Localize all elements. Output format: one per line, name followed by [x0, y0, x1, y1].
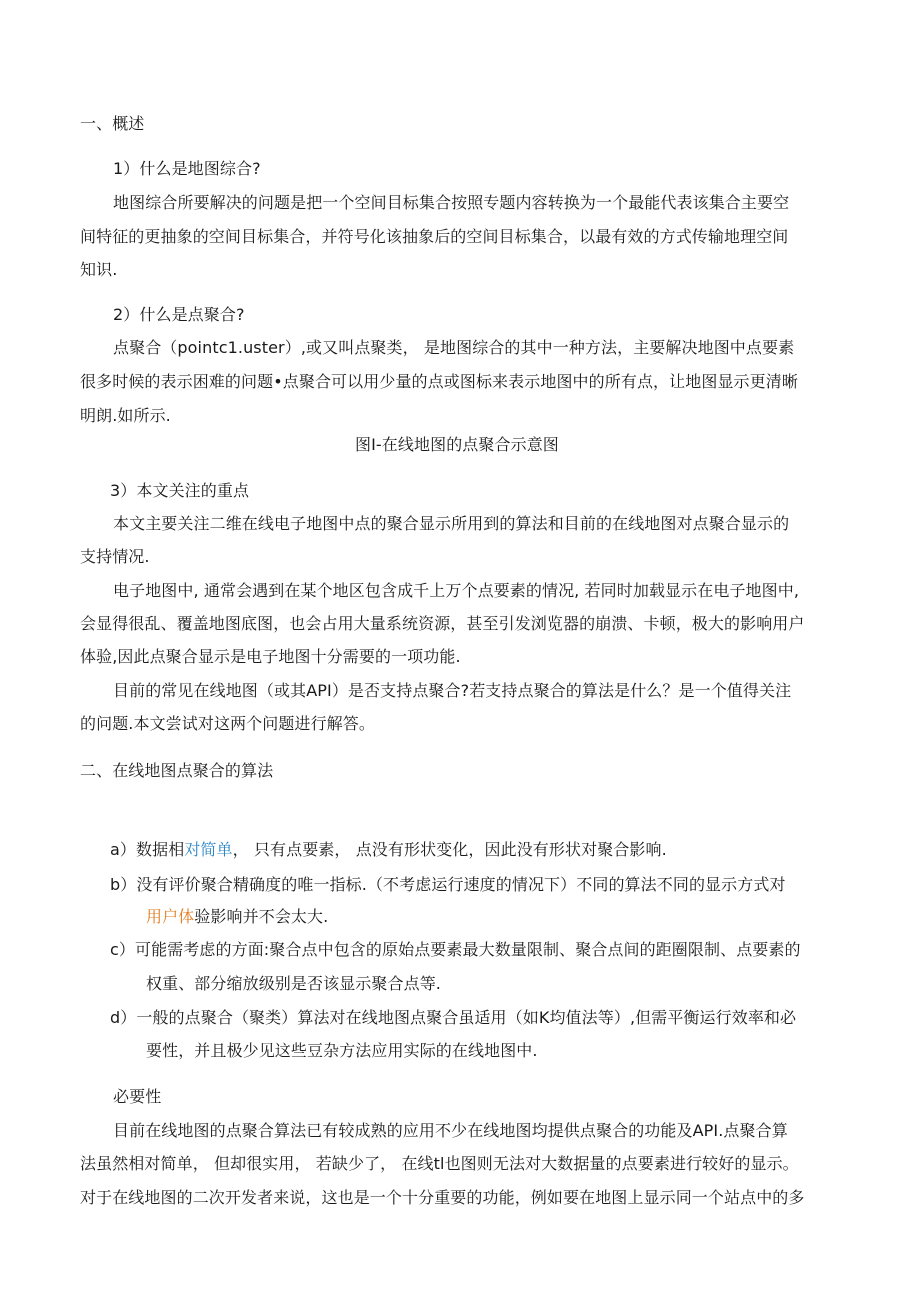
q2-line-2: 很多时候的表示困难的问题•点聚合可以用少量的点或图标来表示地图中的所有点，让地图显示更清晰 [80, 372, 798, 391]
item-a-highlight: 对简单 [184, 840, 233, 859]
q3-p1-line-2: 支持情况. [80, 547, 150, 566]
necessity-line-1: 目前在线地图的点聚合算法已有较成熟的应用不少在线地图均提供点聚合的功能及API.点聚合算 [113, 1121, 788, 1140]
item-c-line-2: 权重、部分缩放级别是否该显示聚合点等. [146, 974, 441, 993]
q3-p3-line-2: 的问题.本文尝试对这两个问题进行解答。 [80, 714, 375, 733]
q1-line-3: 知识. [80, 260, 118, 279]
section2-heading: 二、在线地图点聚合的算法 [80, 761, 274, 780]
q3-p2-line-3: 体验,因此点聚合显示是电子地图十分需要的一项功能. [80, 647, 461, 666]
item-b-highlight: 用户体 [146, 907, 195, 926]
q3-title: 3）本文关注的重点 [110, 481, 250, 500]
item-a-post: ， 只有点要素， 点没有形状变化，因此没有形状对聚合影响. [232, 840, 667, 859]
q1-line-1: 地图综合所要解决的问题是把一个空间目标集合按照专题内容转换为一个最能代表该集合主要空 [113, 193, 790, 212]
item-d-line-1: d）一般的点聚合（聚类）算法对在线地图点聚合虽适用（如K均值法等）,但需平衡运行效率和必 [110, 1008, 797, 1027]
q2-line-3: 明朗.如所示. [80, 406, 171, 425]
q3-p2-line-2: 会显得很乱、覆盖地图底图，也会占用大量系统资源，甚至引发浏览器的崩溃、卡顿，极大的影响用户 [80, 614, 805, 633]
item-a-pre: a）数据相 [110, 840, 185, 859]
item-b-post: 验影响并不会太大. [194, 907, 329, 926]
q3-p3-line-1: 目前的常见在线地图（或其API）是否支持点聚合?若支持点聚合的算法是什么？是一个值得关注 [113, 681, 792, 700]
necessity-line-3: 对于在线地图的二次开发者来说，这也是一个十分重要的功能，例如要在地图上显示同一个站点中的多 [80, 1188, 805, 1207]
necessity-line-2: 法虽然相对简单， 但却很实用， 若缺少了， 在线tl也图则无法对大数据量的点要素进行较好的显示。 [80, 1154, 799, 1173]
item-b-line-2 [146, 905, 328, 929]
item-a [110, 838, 667, 862]
q3-p2-line-1: 电子地图中, 通常会遇到在某个地区包含成千上万个点要素的情况, 若同时加载显示在电子地图中, [113, 581, 800, 600]
q1-title: 1）什么是地图综合? [113, 159, 261, 178]
section1-heading: 一、概述 [80, 114, 145, 133]
q1-line-2: 间特征的更抽象的空间目标集合，并符号化该抽象后的空间目标集合，以最有效的方式传输地理空间 [80, 227, 789, 246]
figure-caption: 图I-在线地图的点聚合示意图 [355, 435, 559, 454]
q2-title: 2）什么是点聚合? [113, 305, 245, 324]
q2-line-1: 点聚合（pointc1.uster）,或又叫点聚类， 是地图综合的其中一种方法，主要解决地图中点要素 [113, 338, 795, 357]
item-d-line-2: 要性，并且极少见这些豆杂方法应用实际的在线地图中. [146, 1041, 538, 1060]
item-c-line-1: c）可能需考虑的方面:聚合点中包含的原始点要素最大数量限制、聚合点间的距圈限制、点要素的 [110, 940, 801, 959]
necessity-title: 必要性 [113, 1087, 162, 1106]
item-b-line-1: b）没有评价聚合精确度的唯一指标.（不考虑运行速度的情况下）不同的算法不同的显示方式对 [110, 875, 786, 894]
q3-p1-line-1: 本文主要关注二维在线电子地图中点的聚合显示所用到的算法和目前的在线地图对点聚合显示的 [113, 514, 790, 533]
